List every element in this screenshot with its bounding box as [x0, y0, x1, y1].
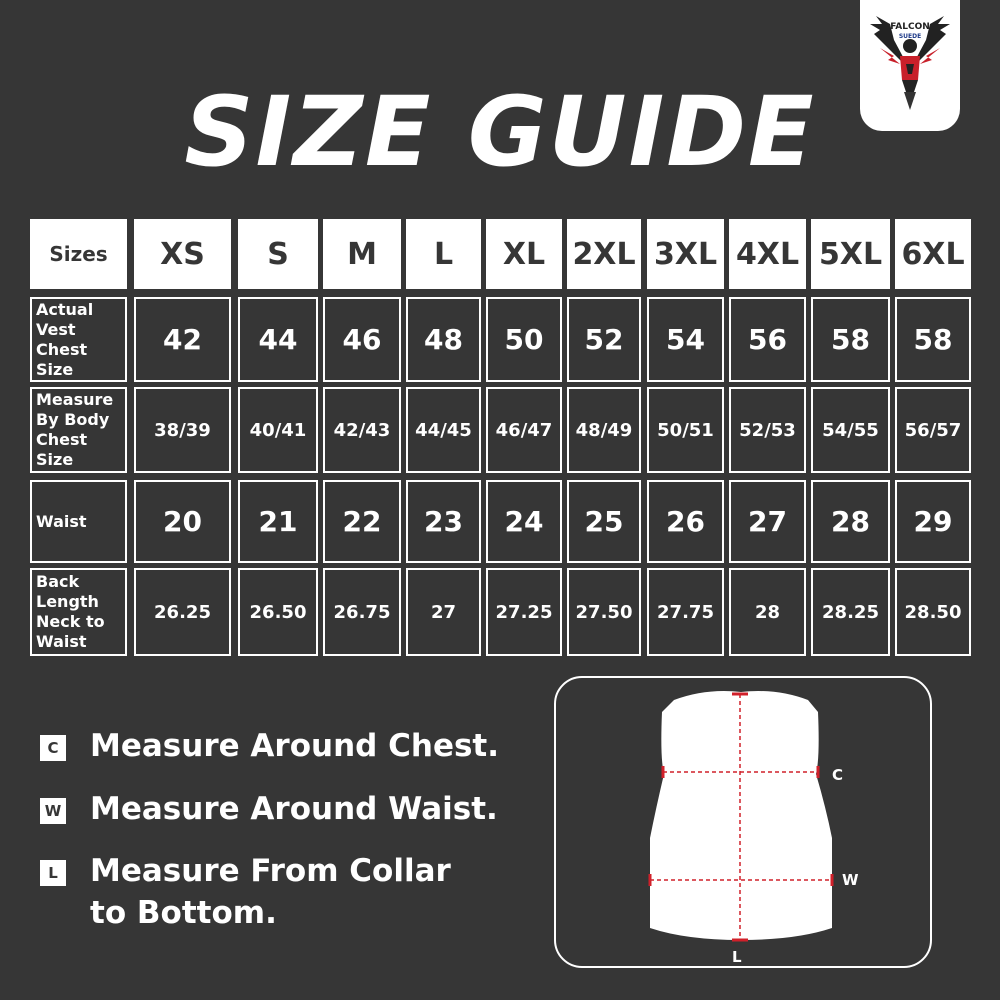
- header-size-5xl: 5XL: [811, 219, 890, 289]
- header-size-s: S: [238, 219, 318, 289]
- table-cell: 20: [134, 480, 231, 563]
- table-cell: 48/49: [567, 387, 641, 473]
- legend-badge-length: L: [40, 860, 66, 886]
- table-cell: 42/43: [323, 387, 401, 473]
- vest-diagram-panel: [554, 676, 932, 968]
- brand-name: FALCON: [890, 22, 930, 32]
- table-cell: 54: [647, 297, 724, 382]
- table-cell: 50/51: [647, 387, 724, 473]
- table-cell: 27: [729, 480, 806, 563]
- table-cell: 27.50: [567, 568, 641, 656]
- table-cell: 58: [895, 297, 971, 382]
- table-cell: 58: [811, 297, 890, 382]
- table-cell: 40/41: [238, 387, 318, 473]
- table-cell: 56: [729, 297, 806, 382]
- table-cell: 27: [406, 568, 481, 656]
- legend-text-length: Measure From Collar to Bottom.: [90, 853, 451, 931]
- header-size-xs: XS: [134, 219, 231, 289]
- table-cell: 29: [895, 480, 971, 563]
- header-size-2xl: 2XL: [567, 219, 641, 289]
- table-cell: 56/57: [895, 387, 971, 473]
- row-label-body-chest: Measure By Body Chest Size: [30, 387, 127, 473]
- table-cell: 21: [238, 480, 318, 563]
- legend-text-waist: Measure Around Waist.: [90, 791, 498, 827]
- table-cell: 27.25: [486, 568, 562, 656]
- table-cell: 28: [729, 568, 806, 656]
- table-cell: 54/55: [811, 387, 890, 473]
- header-size-l: L: [406, 219, 481, 289]
- page-title: SIZE GUIDE: [184, 76, 816, 188]
- table-cell: 26: [647, 480, 724, 563]
- table-cell: 22: [323, 480, 401, 563]
- waist-marker-label: W: [842, 871, 859, 889]
- table-cell: 24: [486, 480, 562, 563]
- table-cell: 26.75: [323, 568, 401, 656]
- table-cell: 26.25: [134, 568, 231, 656]
- table-cell: 46/47: [486, 387, 562, 473]
- legend-badge-chest: C: [40, 735, 66, 761]
- table-cell: 28.25: [811, 568, 890, 656]
- table-cell: 26.50: [238, 568, 318, 656]
- header-size-4xl: 4XL: [729, 219, 806, 289]
- table-cell: 46: [323, 297, 401, 382]
- table-cell: 52/53: [729, 387, 806, 473]
- table-cell: 48: [406, 297, 481, 382]
- table-cell: 52: [567, 297, 641, 382]
- header-size-xl: XL: [486, 219, 562, 289]
- table-cell: 28: [811, 480, 890, 563]
- table-cell: 25: [567, 480, 641, 563]
- table-cell: 27.75: [647, 568, 724, 656]
- length-marker-label: L: [732, 948, 742, 966]
- header-sizes-label: Sizes: [30, 219, 127, 289]
- table-cell: 23: [406, 480, 481, 563]
- table-cell: 38/39: [134, 387, 231, 473]
- vest-diagram: [556, 678, 930, 966]
- row-label-actual-chest: Actual Vest Chest Size: [30, 297, 127, 382]
- table-cell: 44/45: [406, 387, 481, 473]
- row-label-waist: Waist: [30, 480, 127, 563]
- header-size-3xl: 3XL: [647, 219, 724, 289]
- table-cell: 42: [134, 297, 231, 382]
- brand-subname: SUEDE: [898, 33, 922, 40]
- table-cell: 28.50: [895, 568, 971, 656]
- row-label-back-length: Back Length Neck to Waist: [30, 568, 127, 656]
- vest-outline: [650, 691, 832, 940]
- header-size-6xl: 6XL: [895, 219, 971, 289]
- table-cell: 44: [238, 297, 318, 382]
- legend-badge-waist: W: [40, 798, 66, 824]
- table-cell: 50: [486, 297, 562, 382]
- chest-marker-label: C: [832, 766, 844, 784]
- header-size-m: M: [323, 219, 401, 289]
- legend-text-chest: Measure Around Chest.: [90, 728, 500, 764]
